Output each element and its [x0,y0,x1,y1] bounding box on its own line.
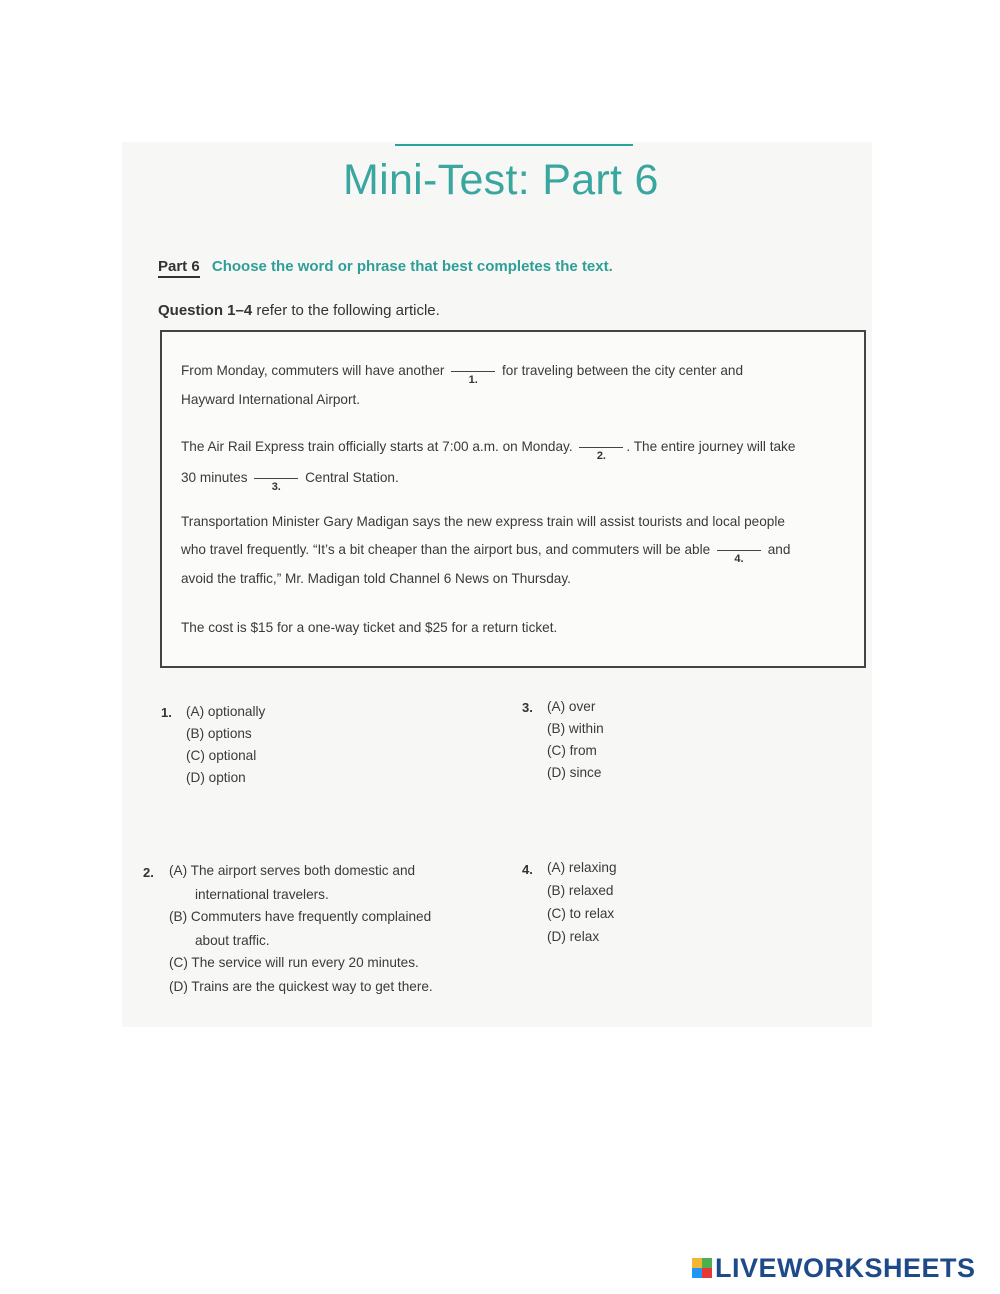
blank-1[interactable] [451,370,495,387]
answer-option-continued: international travelers. [195,887,329,902]
answer-option-continued: about traffic. [195,933,270,948]
answer-option[interactable]: (D) option [186,770,246,785]
article-line [181,439,796,463]
article-line: Hayward International Airport. [181,392,361,407]
question-intro [158,302,440,319]
part-instruction: Choose the word or phrase that best completes the text. [211,258,613,275]
article-line: avoid the traffic,” Mr. Madigan told Channel 6 News on Thursday. [181,571,571,586]
question-number: 2. [143,865,154,880]
answer-option[interactable]: (A) The airport serves both domestic and [169,863,416,878]
logo-square-icon [702,1258,712,1268]
answer-option[interactable]: (B) options [186,726,252,741]
liveworksheets-logo[interactable] [692,1252,976,1284]
logo-square-icon [692,1268,702,1278]
question-number: 1. [161,705,172,720]
answer-option[interactable]: (C) optional [186,748,257,763]
answer-option[interactable]: (C) The service will run every 20 minutes. [169,955,419,970]
article-line: The cost is $15 for a one-way ticket and $25 for a return ticket. [181,620,558,635]
page-title: Mini-Test: Part 6 [343,156,659,204]
article-line [181,470,399,494]
article-line [181,542,791,566]
part-label: Part 6 [158,258,200,278]
blank-3[interactable] [254,477,298,494]
brand-name: LIVEWORKSHEETS [715,1252,976,1283]
logo-square-icon [702,1268,712,1278]
answer-option[interactable]: (B) relaxed [547,883,614,898]
article-text: 30 minutes [181,470,248,485]
article-text: The Air Rail Express train officially starts at 7:00 a.m. on Monday. [181,439,573,454]
blank-number: 4. [734,553,744,566]
blank-number: 1. [468,374,478,387]
article-text: and [767,542,791,557]
answer-option[interactable]: (A) optionally [186,704,266,719]
article-text: Central Station. [305,470,399,485]
answer-option[interactable]: (D) Trains are the quickest way to get there. [169,979,433,994]
question-range: Question 1–4 [158,302,253,319]
liveworksheets-icon [692,1258,712,1278]
blank-number: 2. [596,450,606,463]
article-text: . The entire journey will take [626,439,796,454]
blank-2[interactable] [579,446,623,463]
title-rule [395,144,633,146]
question-intro-text: refer to the following article. [256,302,440,319]
part-header [158,258,613,275]
article-line [181,363,744,387]
article-line: Transportation Minister Gary Madigan says the new express train will assist tourists and local people [181,514,785,529]
answer-option[interactable]: (C) from [547,743,597,758]
question-number: 4. [522,862,533,877]
blank-4[interactable] [717,549,761,566]
logo-square-icon [692,1258,702,1268]
answer-option[interactable]: (B) Commuters have frequently complained [169,909,432,924]
answer-option[interactable]: (D) relax [547,929,600,944]
answer-option[interactable]: (A) over [547,699,596,714]
article-text: From Monday, commuters will have another [181,363,445,378]
article-text: who travel frequently. “It’s a bit cheaper than the airport bus, and commuters will be able [181,542,711,557]
blank-number: 3. [271,481,281,494]
question-number: 3. [522,700,533,715]
article-box [160,330,866,668]
article-text: for traveling between the city center and [501,363,744,378]
answer-option[interactable]: (B) within [547,721,604,736]
answer-option[interactable]: (C) to relax [547,906,615,921]
answer-option[interactable]: (D) since [547,765,602,780]
answer-option[interactable]: (A) relaxing [547,860,617,875]
